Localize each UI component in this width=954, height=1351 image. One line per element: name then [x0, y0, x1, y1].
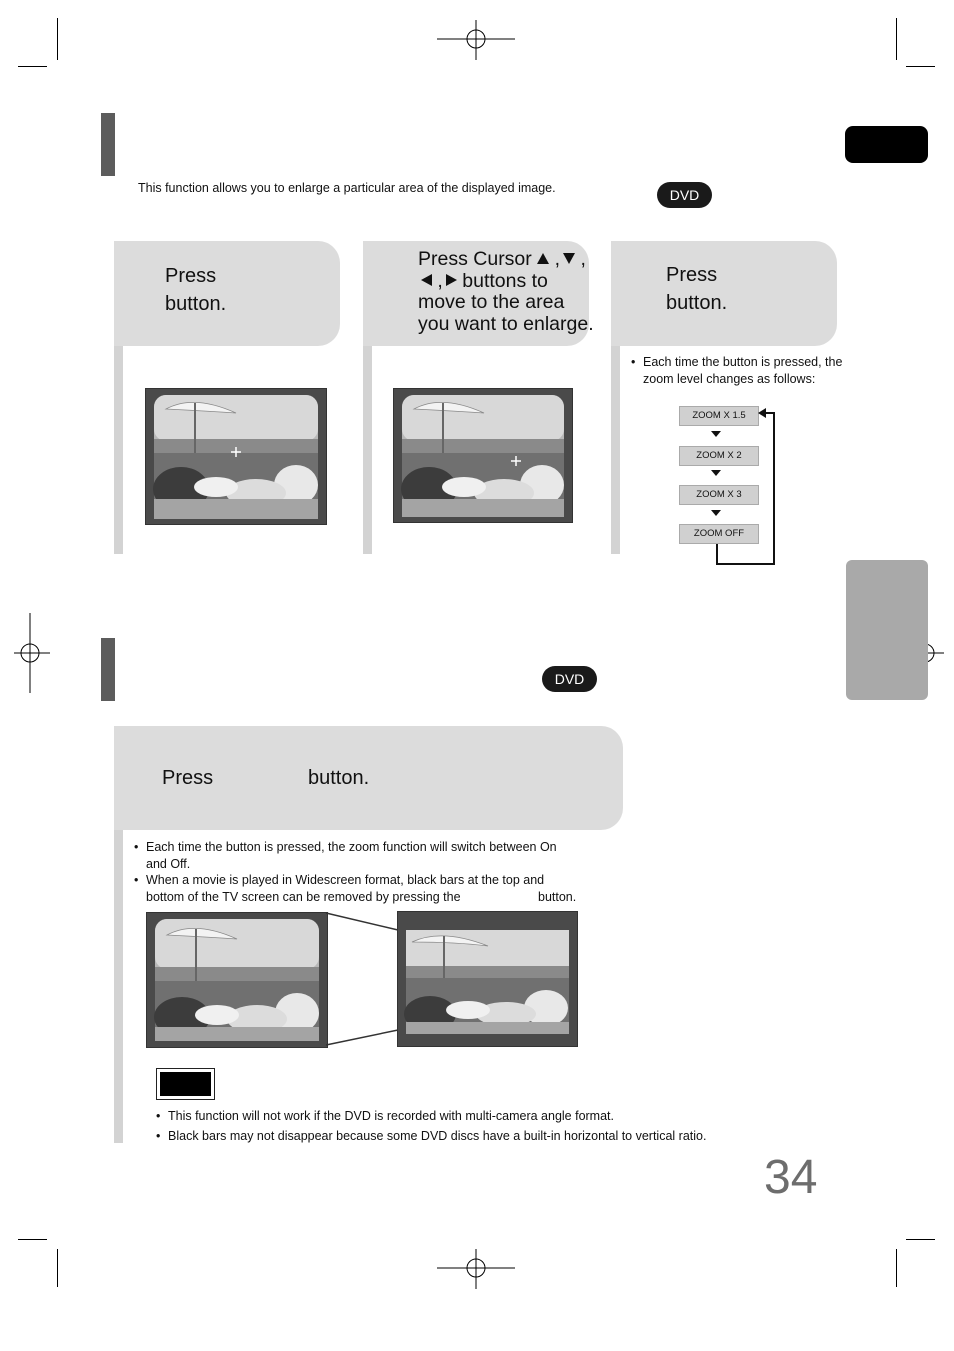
- ezview-bullet-line: and Off.: [146, 856, 191, 871]
- ezview-photo-after: [397, 911, 578, 1047]
- separator: ,: [549, 248, 561, 270]
- dvd-badge-ezview: DVD: [542, 666, 597, 692]
- note-icon: [156, 1068, 215, 1100]
- step-2-header: [363, 241, 594, 346]
- separator: ,: [432, 269, 443, 292]
- ezview-press: Press: [162, 767, 214, 789]
- chapter-tab: [846, 560, 928, 700]
- step-3-bullet-line: Each time the button is pressed, the: [643, 355, 843, 369]
- zoom-level-1: ZOOM X 1.5: [679, 406, 759, 426]
- zoom-photo-1: [145, 388, 327, 525]
- registration-mark-bottom: [437, 1249, 517, 1289]
- section-bar-zoom: [101, 113, 115, 176]
- ezview-bullet-line: Each time the button is pressed, the zoom function will switch between On: [146, 840, 557, 854]
- section-bar-ezview: [101, 638, 115, 701]
- step-3-rule: [611, 346, 620, 554]
- cursor-right-icon: [446, 274, 457, 286]
- zoom-photo-2: [393, 388, 573, 523]
- note-line: This function will not work if the DVD is recorded with multi-camera angle format.: [168, 1109, 614, 1123]
- page-number: 34: [764, 1151, 818, 1204]
- step-1-header: [114, 241, 340, 346]
- ezview-bullet-line: bottom of the TV screen can be removed by pressing the: [146, 889, 461, 904]
- ezview-bullet-line: button.: [538, 889, 577, 904]
- ezview-bullet-line: When a movie is played in Widescreen format, black bars at the top and: [146, 873, 545, 887]
- step-2-line3: move to the area: [418, 291, 565, 313]
- step-1-line1: Press: [165, 265, 217, 287]
- cursor-down-icon: [563, 253, 575, 264]
- step-3-header: [611, 241, 837, 346]
- step-2-rule: [363, 346, 372, 554]
- zoom-level-3: ZOOM X 3: [679, 485, 759, 505]
- zoom-level-4: ZOOM OFF: [679, 524, 759, 544]
- ezview-step-header: [114, 726, 623, 830]
- step-3-line2: button.: [666, 292, 728, 314]
- step-1-line2: button.: [165, 293, 227, 315]
- notes: • This function will not work if the DVD is recorded with multi-camera angle format. • Black bars may not disappear because some DVD discs have a built-in horizontal to vertical ratio.: [156, 1108, 856, 1144]
- loop-arrow-icon: [714, 405, 780, 569]
- step-2-text: Press Cursor: [418, 248, 532, 270]
- note-line: Black bars may not disappear because some DVD discs have a built-in horizontal to vertical ratio.: [168, 1128, 707, 1143]
- zoom-intro: This function allows you to enlarge a particular area of the displayed image.: [138, 181, 556, 195]
- ezview-connector-lines: [324, 910, 400, 1050]
- ezview-photo-before: [146, 912, 328, 1048]
- dvd-badge-zoom: DVD: [657, 182, 712, 208]
- step-1-rule: [114, 346, 123, 554]
- registration-mark-left: [14, 613, 50, 693]
- ezview-button: button.: [308, 767, 370, 789]
- step-2-text-after: buttons to: [456, 269, 548, 292]
- step-3-bullet: • Each time the button is pressed, the zoom level changes as follows:: [631, 355, 843, 386]
- step-2-line4: you want to enlarge.: [418, 312, 594, 335]
- ezview-bullets: • Each time the button is pressed, the zoom function will switch between On and Off. • When a movie is played in Widescreen format, black bars at the top and bottom of the TV screen can be removed by pressing the button.: [134, 839, 594, 905]
- registration-mark-top: [437, 20, 517, 60]
- language-tab: [845, 126, 928, 163]
- separator: ,: [575, 248, 586, 270]
- step-3-line1: Press: [666, 264, 718, 286]
- cursor-left-icon: [421, 274, 432, 286]
- cursor-up-icon: [537, 253, 549, 264]
- ezview-rule: [114, 830, 123, 1143]
- step-3-bullet-line: zoom level changes as follows:: [643, 371, 816, 386]
- zoom-level-2: ZOOM X 2: [679, 446, 759, 466]
